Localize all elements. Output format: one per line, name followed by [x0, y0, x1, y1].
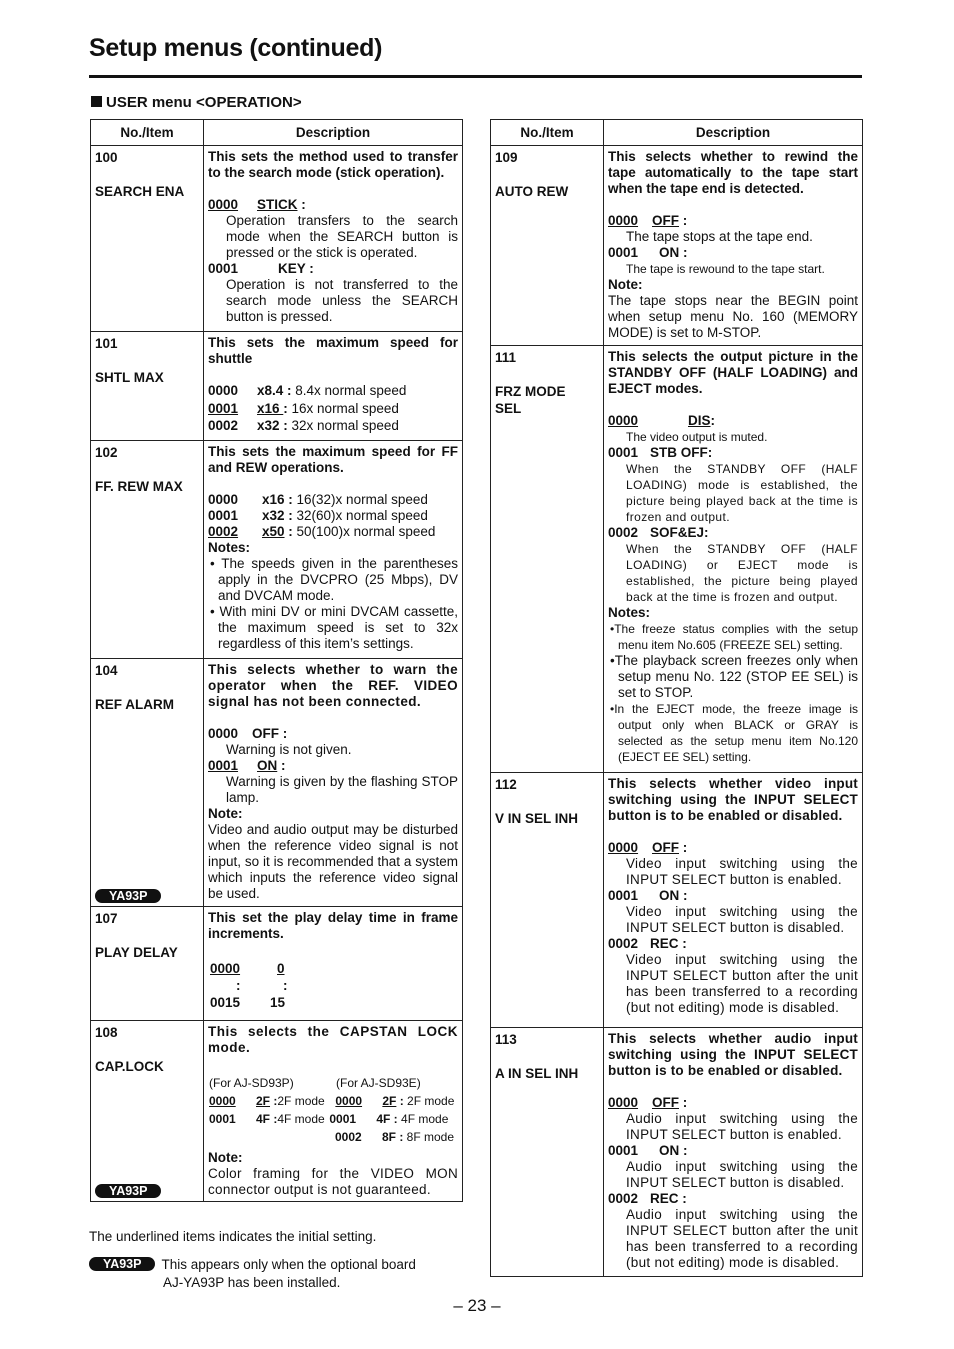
- left-menu-table: [90, 119, 463, 1202]
- option-label: KEY :: [278, 261, 314, 276]
- option-line: [209, 1110, 458, 1128]
- option-colon: :: [679, 213, 688, 228]
- col-header-no: No./Item: [91, 120, 204, 146]
- item-no-cell: [91, 441, 204, 659]
- option-label: ON: [257, 758, 278, 773]
- note-item: •In the EJECT mode, the freeze image is output only when BLACK or GRAY is selected as the setup menu item No.120 (EJECT EE SEL) setting.: [610, 702, 858, 764]
- option-line: [608, 245, 858, 261]
- option-code: 0001: [608, 245, 639, 260]
- option-text: Video input switching using the INPUT SELECT button is enabled.: [626, 856, 858, 887]
- item-number: 104: [95, 663, 118, 678]
- table-row: [91, 441, 463, 659]
- option-text: Warning is not given.: [226, 742, 352, 757]
- option-text: Operation transfers to the search mode when the SEARCH button is pressed or the stick is operated.: [226, 213, 458, 260]
- option-line: [208, 508, 458, 524]
- item-name: PLAY DELAY: [95, 945, 178, 960]
- range-start-value: 0: [277, 961, 285, 976]
- table-row: [91, 659, 463, 907]
- option-label: 4F :: [376, 1112, 398, 1126]
- item-name: A IN SEL INH: [495, 1066, 579, 1081]
- item-number: 112: [495, 777, 517, 792]
- item-intro: This sets the method used to transfer to the search mode (stick operation).: [208, 149, 458, 180]
- item-no-cell: [491, 146, 604, 346]
- item-desc-cell: [604, 146, 863, 346]
- option-line: [208, 758, 458, 774]
- option-code: 0001: [209, 1112, 236, 1126]
- notes-label: Notes:: [208, 540, 251, 555]
- item-number: 101: [95, 336, 118, 351]
- option-text: Video input switching using the INPUT SELECT button after the unit has been transferred to a recording (but not editing) mode is disabled.: [626, 952, 858, 1015]
- option-line: [208, 524, 458, 540]
- item-name: CAP.LOCK: [95, 1059, 164, 1074]
- option-text: 32x normal speed: [287, 418, 399, 433]
- option-text: 16x normal speed: [287, 401, 399, 416]
- option-code: 0000: [608, 840, 639, 855]
- option-text: Video input switching using the INPUT SELECT button is disabled.: [626, 904, 858, 935]
- item-intro: This selects whether video input switching using the INPUT SELECT button is to be enabled or disabled.: [608, 776, 858, 823]
- item-name: REF ALARM: [95, 697, 174, 712]
- option-label: x8.4 :: [257, 383, 292, 398]
- section-heading: [91, 94, 302, 111]
- item-intro: This selects whether audio input switching using the INPUT SELECT button is to be enabled or disabled.: [608, 1031, 858, 1078]
- option-code: 0002: [208, 418, 239, 433]
- option-code: 0001: [208, 758, 239, 773]
- option-line: [209, 1128, 458, 1146]
- table-row: [91, 1021, 463, 1202]
- item-intro: This selects whether to rewind the tape automatically to the tape start when the tape end is detected.: [608, 149, 858, 196]
- option-text: The tape is rewound to the tape start.: [626, 262, 825, 276]
- option-text: 16(32)x normal speed: [292, 492, 428, 507]
- option-line: [608, 413, 858, 429]
- item-no-cell: [491, 773, 604, 1028]
- notes-label: Notes:: [608, 605, 651, 620]
- option-text: 8F mode: [403, 1130, 455, 1144]
- option-label: STB OFF:: [650, 445, 713, 460]
- range-ellipsis: :: [236, 978, 241, 993]
- table-row: [491, 346, 863, 773]
- range-end-value: 15: [270, 995, 286, 1010]
- option-colon: :: [277, 758, 286, 773]
- option-colon: :: [710, 413, 716, 428]
- option-label: DIS: [688, 413, 711, 428]
- note-text: Video and audio output may be disturbed when the reference video signal is not input, so it is recommended that a system which inputs the reference video signal be used.: [208, 822, 458, 901]
- item-number: 111: [495, 350, 517, 365]
- item-name: AUTO REW: [495, 184, 569, 199]
- item-desc-cell: [204, 332, 463, 441]
- option-code: 0002: [608, 525, 639, 540]
- item-no-cell: [491, 346, 604, 773]
- item-desc-cell: [204, 146, 463, 332]
- option-label: 4F :: [256, 1112, 278, 1126]
- item-number: 113: [495, 1032, 517, 1047]
- option-label: 8F :: [382, 1130, 404, 1144]
- option-label: STICK: [257, 197, 298, 212]
- option-text: The video output is muted.: [626, 430, 768, 444]
- option-code: 0000: [608, 213, 639, 228]
- option-label: x32 :: [257, 418, 288, 433]
- option-line: [608, 888, 858, 904]
- item-number: 108: [95, 1025, 118, 1040]
- item-intro: This sets the maximum speed for shuttle: [208, 335, 458, 366]
- range-ellipsis: :: [283, 978, 288, 993]
- item-intro: This selects whether to warn the operator when the REF. VIDEO signal has not been connected.: [208, 662, 458, 709]
- page-number: – 23 –: [453, 1296, 501, 1315]
- item-intro: This set the play delay time in frame increments.: [208, 910, 458, 941]
- option-code: 0001: [208, 508, 239, 523]
- option-colon: :: [297, 197, 306, 212]
- option-code: 0000: [208, 726, 239, 741]
- option-text: Audio input switching using the INPUT SELECT button is disabled.: [626, 1159, 858, 1190]
- option-line: [608, 1095, 858, 1111]
- item-desc-cell: [604, 773, 863, 1028]
- item-desc-cell: [604, 1028, 863, 1277]
- note-item: • The speeds given in the parentheses apply in the DVCPRO (25 Mbps), DV and DVCAM mode.: [210, 556, 458, 603]
- option-text: 2F mode: [403, 1094, 455, 1108]
- option-label: 2F: [256, 1094, 271, 1108]
- option-label: OFF: [652, 1095, 679, 1110]
- note-label: Note:: [608, 277, 643, 292]
- option-code: 0002: [335, 1130, 362, 1144]
- item-desc-cell: [604, 346, 863, 773]
- option-code: 0002: [208, 524, 239, 539]
- option-line: [208, 994, 458, 1011]
- item-desc-cell: [204, 441, 463, 659]
- table-row: [91, 146, 463, 332]
- footnote-ya93p: [89, 1256, 416, 1292]
- item-number: 102: [95, 445, 118, 460]
- item-no-cell: [491, 1028, 604, 1277]
- option-line: [208, 977, 458, 994]
- option-line: [608, 1191, 858, 1207]
- option-label: REC :: [650, 1191, 687, 1206]
- item-number: 107: [95, 911, 118, 926]
- range-end: 0015: [210, 995, 241, 1010]
- option-colon: :: [396, 1094, 404, 1108]
- option-code: 0000: [608, 1095, 639, 1110]
- right-menu-table: [490, 119, 863, 1277]
- note-label: Note:: [208, 1150, 243, 1165]
- option-colon: :: [284, 524, 293, 539]
- item-name: FF. REW MAX: [95, 479, 183, 494]
- option-colon: :: [679, 1095, 688, 1110]
- col-header-desc: Description: [604, 120, 863, 146]
- item-name: FRZ MODE SEL: [495, 384, 566, 416]
- table-row: [491, 773, 863, 1028]
- title-rule: [89, 75, 862, 78]
- table-row: [91, 907, 463, 1021]
- option-label: 2F: [382, 1094, 397, 1108]
- item-name: V IN SEL INH: [495, 811, 579, 826]
- ya93p-badge: YA93P: [89, 1257, 155, 1271]
- note-text: Color framing for the VIDEO MON connector output is not guaranteed.: [208, 1166, 458, 1197]
- option-code: 0001: [329, 1112, 357, 1126]
- ya93p-badge: YA93P: [95, 1184, 161, 1198]
- option-line: [608, 213, 858, 229]
- item-intro: This selects the output picture in the STANDBY OFF (HALF LOADING) and EJECT modes.: [608, 349, 858, 396]
- item-desc-cell: [204, 1021, 463, 1202]
- table-row: [491, 1028, 863, 1277]
- option-code: 0001: [608, 1143, 639, 1158]
- option-code: 0001: [608, 445, 639, 460]
- page-title: Setup menus (continued): [89, 34, 383, 62]
- option-code: 0000: [335, 1094, 363, 1108]
- option-code: 0000: [209, 1094, 236, 1108]
- option-code: 0002: [608, 936, 639, 951]
- option-label: ON :: [659, 1143, 688, 1158]
- option-text: 8.4x normal speed: [291, 383, 407, 398]
- footnote-initial-setting: The underlined items indicates the initial setting.: [89, 1229, 377, 1244]
- option-label: SOF&EJ:: [650, 525, 709, 540]
- option-text: 50(100)x normal speed: [292, 524, 436, 539]
- option-code: 0001: [208, 261, 239, 276]
- option-text: Audio input switching using the INPUT SELECT button is enabled.: [626, 1111, 858, 1142]
- option-code: 0001: [608, 888, 639, 903]
- option-text: Audio input switching using the INPUT SELECT button after the unit has been transferred to a recording (but not editing) mode is disabled.: [626, 1207, 858, 1270]
- note-item: • With mini DV or mini DVCAM cassette, the maximum speed is set to 32x regardless of this item’s settings.: [210, 604, 458, 651]
- option-text: The tape stops at the tape end.: [626, 229, 813, 244]
- option-text: When the STANDBY OFF (HALF LOADING) or EJECT mode is established, the picture being played back at the time is frozen and output.: [626, 542, 858, 604]
- option-code: 0000: [208, 383, 239, 398]
- range-start: 0000: [210, 961, 241, 976]
- option-line: [208, 418, 458, 434]
- ya93p-badge: YA93P: [95, 889, 161, 903]
- item-desc-cell: [204, 907, 463, 1021]
- option-label: x50: [262, 524, 285, 539]
- option-colon: :: [270, 1094, 278, 1108]
- footnote-text: AJ-YA93P has been installed.: [163, 1275, 341, 1290]
- option-label: ON :: [659, 888, 688, 903]
- option-colon: :: [283, 401, 288, 416]
- item-number: 100: [95, 150, 118, 165]
- option-line: [608, 840, 858, 856]
- item-no-cell: [91, 146, 204, 332]
- option-text: 4F mode: [277, 1112, 325, 1126]
- table-header: [91, 120, 463, 146]
- option-text: 2F mode: [277, 1094, 325, 1108]
- option-line: [608, 936, 858, 952]
- option-text: When the STANDBY OFF (HALF LOADING) mode is established, the picture being played back at the time is frozen and output.: [626, 462, 858, 524]
- option-line: [608, 445, 858, 461]
- cap-lock-options: [208, 1074, 458, 1146]
- option-code: 0001: [208, 401, 239, 416]
- col-header-no: No./Item: [491, 120, 604, 146]
- model-b-header: (For AJ-SD93E): [336, 1076, 421, 1090]
- square-bullet-icon: [91, 96, 102, 107]
- item-no-cell: [91, 659, 204, 907]
- option-line: [208, 401, 458, 417]
- item-intro: This selects the CAPSTAN LOCK mode.: [208, 1024, 458, 1055]
- option-label: x16: [257, 401, 284, 416]
- option-label: ON :: [659, 245, 688, 260]
- option-label: REC :: [650, 936, 687, 951]
- option-line: [208, 383, 458, 399]
- item-desc-cell: [204, 659, 463, 907]
- model-a-header: (For AJ-SD93P): [209, 1076, 294, 1090]
- note-label: Note:: [208, 806, 243, 821]
- option-code: 0002: [608, 1191, 639, 1206]
- option-text: 32(60)x normal speed: [292, 508, 428, 523]
- option-colon: :: [679, 840, 688, 855]
- note-item: •The playback screen freezes only when setup menu No. 122 (STOP EE SEL) is set to STOP.: [610, 653, 858, 700]
- item-no-cell: [91, 907, 204, 1021]
- option-label: x32 :: [262, 508, 293, 523]
- option-label: x16 :: [262, 492, 293, 507]
- option-line: [208, 492, 458, 508]
- option-code: 0000: [208, 492, 239, 507]
- option-label: OFF: [652, 840, 679, 855]
- item-no-cell: [91, 332, 204, 441]
- option-text: Warning is given by the flashing STOP lamp.: [226, 774, 458, 805]
- item-name: SEARCH ENA: [95, 184, 185, 199]
- option-label: OFF: [652, 213, 679, 228]
- item-no-cell: [91, 1021, 204, 1202]
- option-line: [208, 726, 458, 742]
- option-code: 0000: [208, 197, 239, 212]
- option-text: Operation is not transferred to the search mode unless the SEARCH button is pressed.: [226, 277, 458, 324]
- col-header-desc: Description: [204, 120, 463, 146]
- option-code: 0000: [608, 413, 639, 428]
- note-text: The tape stops near the BEGIN point when setup menu No. 160 (MEMORY MODE) is set to M-STOP.: [608, 293, 858, 340]
- option-line: [209, 1092, 458, 1110]
- model-headers: [209, 1074, 458, 1092]
- option-text: 4F mode: [397, 1112, 449, 1126]
- option-label: OFF :: [252, 726, 288, 741]
- option-line: [208, 960, 458, 977]
- section-heading-text: USER menu <OPERATION>: [106, 94, 302, 111]
- item-number: 109: [495, 150, 518, 165]
- option-line: [208, 197, 458, 213]
- note-item: •The freeze status complies with the setup menu item No.605 (FREEZE SEL) setting.: [610, 622, 858, 652]
- item-intro: This sets the maximum speed for FF and REW operations.: [208, 444, 458, 475]
- option-line: [608, 525, 858, 541]
- table-row: [91, 332, 463, 441]
- table-row: [491, 146, 863, 346]
- table-header: [491, 120, 863, 146]
- option-line: [208, 261, 458, 277]
- item-name: SHTL MAX: [95, 370, 164, 385]
- footnote-text: This appears only when the optional board: [161, 1257, 416, 1272]
- option-line: [608, 1143, 858, 1159]
